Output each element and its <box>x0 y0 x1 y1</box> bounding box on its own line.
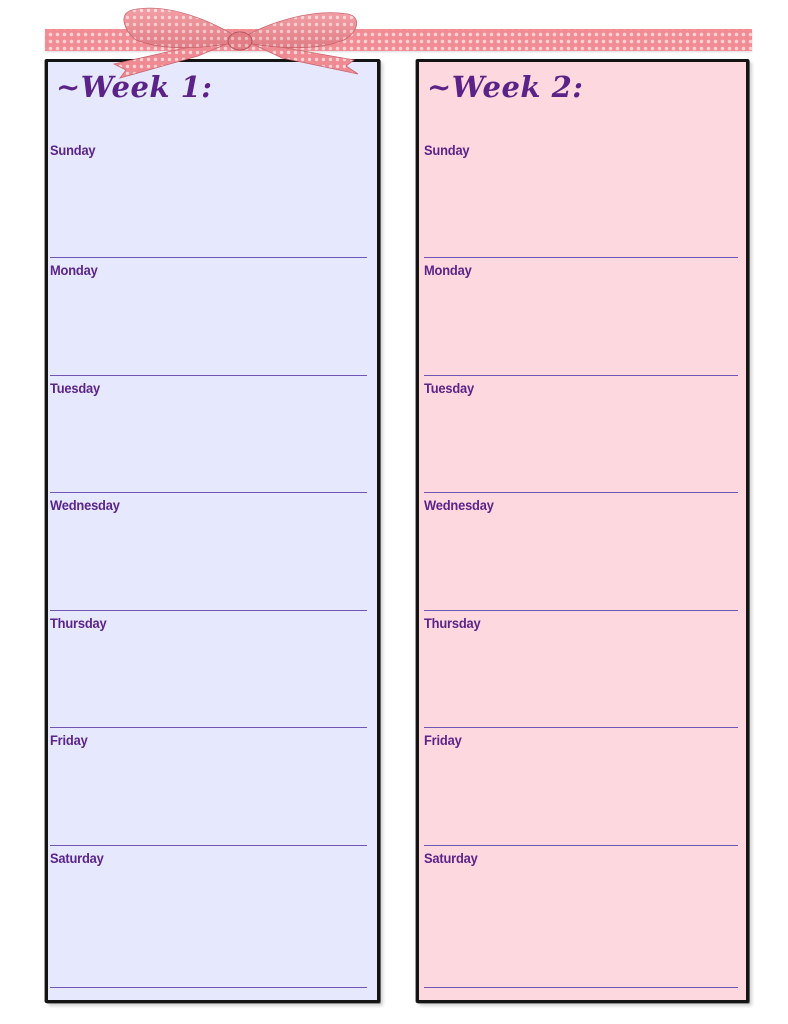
week-2-day-tuesday[interactable] <box>424 376 738 493</box>
day-label: Thursday <box>50 615 107 631</box>
week-1-day-wednesday[interactable] <box>50 493 367 611</box>
day-label: Saturday <box>50 850 104 866</box>
day-label: Wednesday <box>424 497 494 513</box>
day-label: Thursday <box>424 615 481 631</box>
week-2-card <box>416 59 749 1003</box>
day-label: Sunday <box>50 142 96 158</box>
week-1-day-friday[interactable] <box>50 728 367 846</box>
day-label: Sunday <box>424 142 470 158</box>
week-2-day-sunday[interactable] <box>424 142 738 258</box>
week-2-day-friday[interactable] <box>424 728 738 846</box>
week-1-card <box>45 59 380 1003</box>
day-label: Monday <box>50 262 98 278</box>
week-1-day-sunday[interactable] <box>50 142 367 258</box>
week-1-day-monday[interactable] <box>50 258 367 376</box>
week-1-day-tuesday[interactable] <box>50 376 367 493</box>
week-1-title: ~Week 1: <box>56 70 213 104</box>
week-2-title: ~Week 2: <box>427 70 584 104</box>
day-label: Tuesday <box>50 380 101 396</box>
week-1-day-thursday[interactable] <box>50 611 367 728</box>
day-label: Tuesday <box>424 380 475 396</box>
day-label: Friday <box>424 732 462 748</box>
week-2-day-saturday[interactable] <box>424 846 738 988</box>
bow-icon <box>96 0 386 80</box>
day-label: Monday <box>424 262 472 278</box>
week-2-day-thursday[interactable] <box>424 611 738 728</box>
day-label: Wednesday <box>50 497 120 513</box>
week-1-day-saturday[interactable] <box>50 846 367 988</box>
week-2-day-monday[interactable] <box>424 258 738 376</box>
day-label: Friday <box>50 732 88 748</box>
day-label: Saturday <box>424 850 478 866</box>
week-2-day-wednesday[interactable] <box>424 493 738 611</box>
